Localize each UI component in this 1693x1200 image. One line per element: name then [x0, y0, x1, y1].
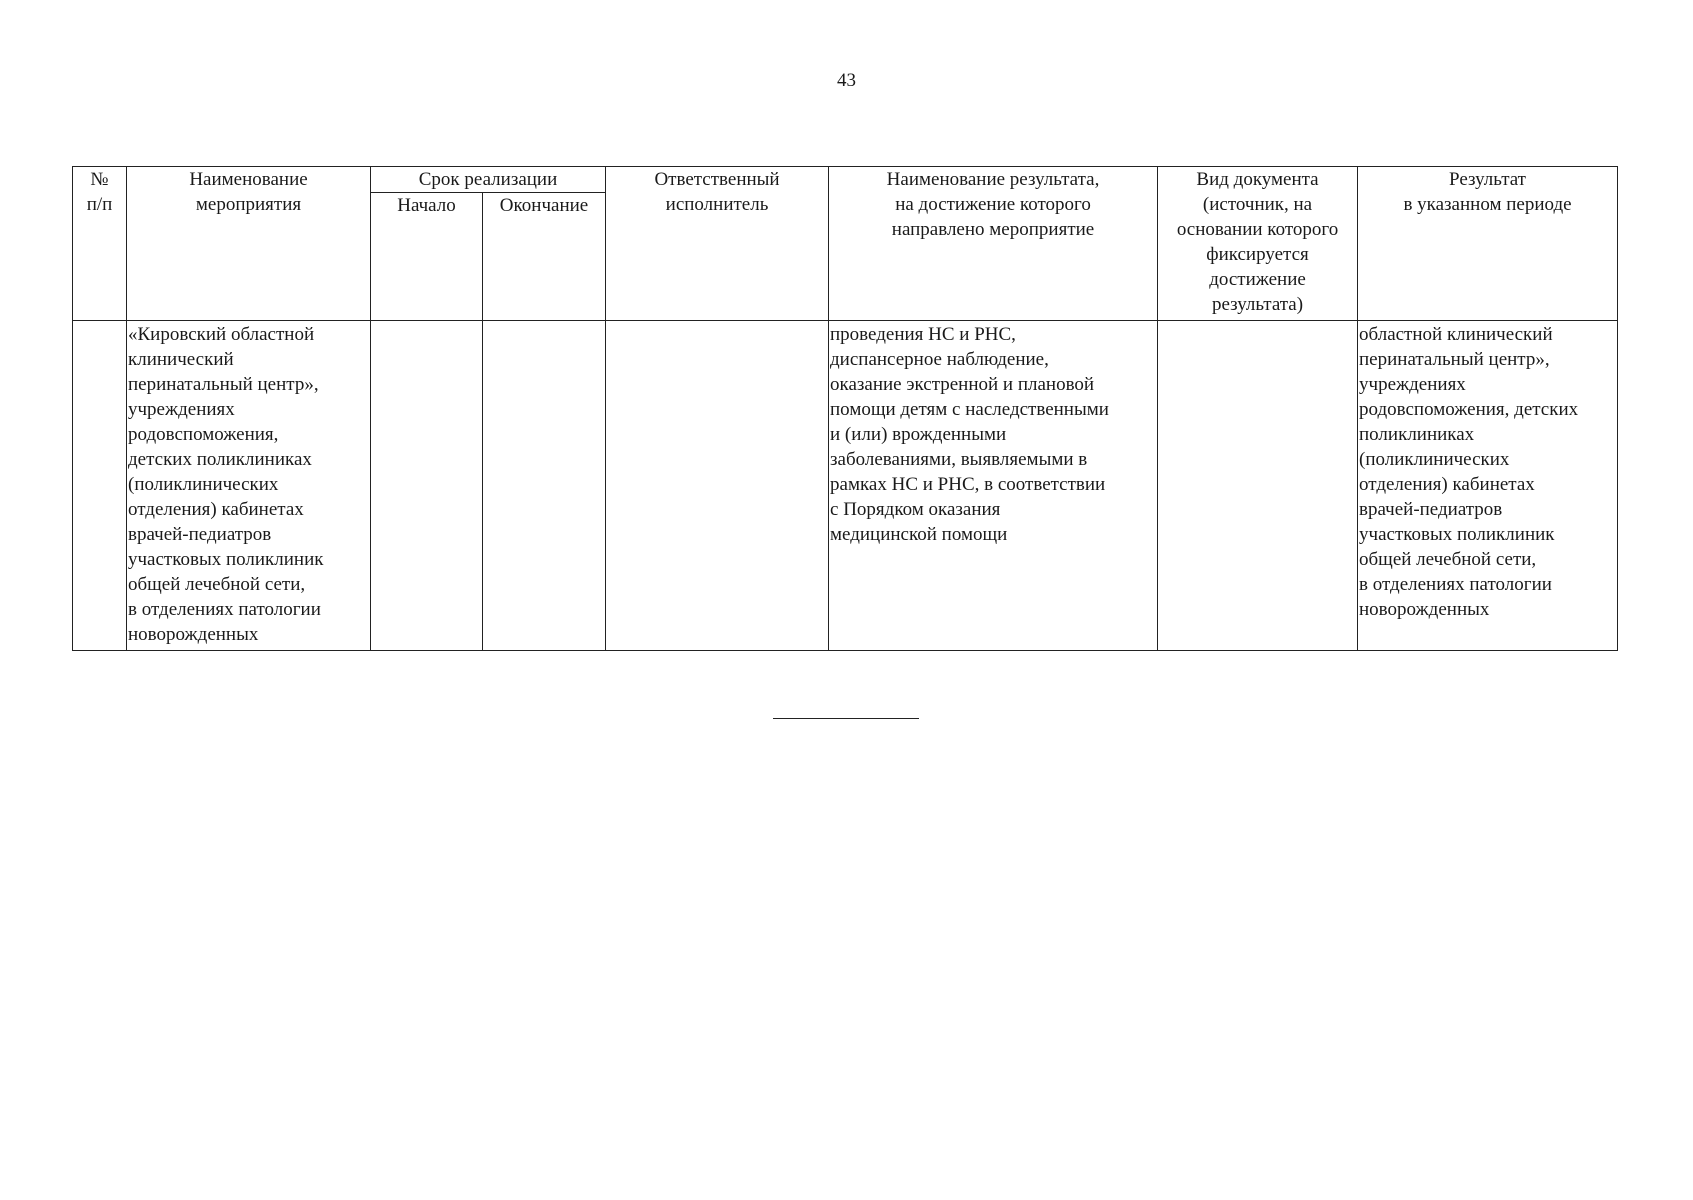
header-result-name: Наименование результата, на достижение которого направлено мероприятие: [829, 167, 1158, 321]
cell-num: [73, 321, 127, 651]
cell-activity: «Кировский областной клинический перинатальный центр», учреждениях родовспоможения, детских поликлиниках (поликлинических отделения) кабинетах врачей-педиатров участковых поликлиник общей лечебной сети, в отделениях патологии новорожденных: [127, 321, 371, 651]
header-start: Начало: [371, 193, 483, 321]
end-divider-line: [773, 718, 919, 719]
header-executor: Ответственный исполнитель: [606, 167, 829, 321]
header-doc-type: Вид документа (источник, на основании которого фиксируется достижение результата): [1158, 167, 1358, 321]
page-number: 43: [837, 70, 856, 91]
header-result-period: Результат в указанном периоде: [1358, 167, 1618, 321]
cell-doc-type: [1158, 321, 1358, 651]
cell-result-period: областной клинический перинатальный центр», учреждениях родовспоможения, детских поликлиниках (поликлинических отделения) кабинетах врачей-педиатров участковых поликлиник общей лечебной сети, в отделениях патологии новорожденных: [1358, 321, 1618, 651]
header-term: Срок реализации: [371, 167, 606, 193]
cell-start: [371, 321, 483, 651]
cell-result-name: проведения НС и РНС, диспансерное наблюдение, оказание экстренной и плановой помощи детям с наследственными и (или) врожденными заболеваниями, выявляемыми в рамках НС и РНС, в соответствии с Порядком оказания медицинской помощи: [829, 321, 1158, 651]
header-activity: Наименование мероприятия: [127, 167, 371, 321]
cell-end: [483, 321, 606, 651]
header-num: № п/п: [73, 167, 127, 321]
cell-executor: [606, 321, 829, 651]
table-row: [73, 321, 1618, 651]
activities-table: [72, 166, 1618, 651]
header-end: Окончание: [483, 193, 606, 321]
